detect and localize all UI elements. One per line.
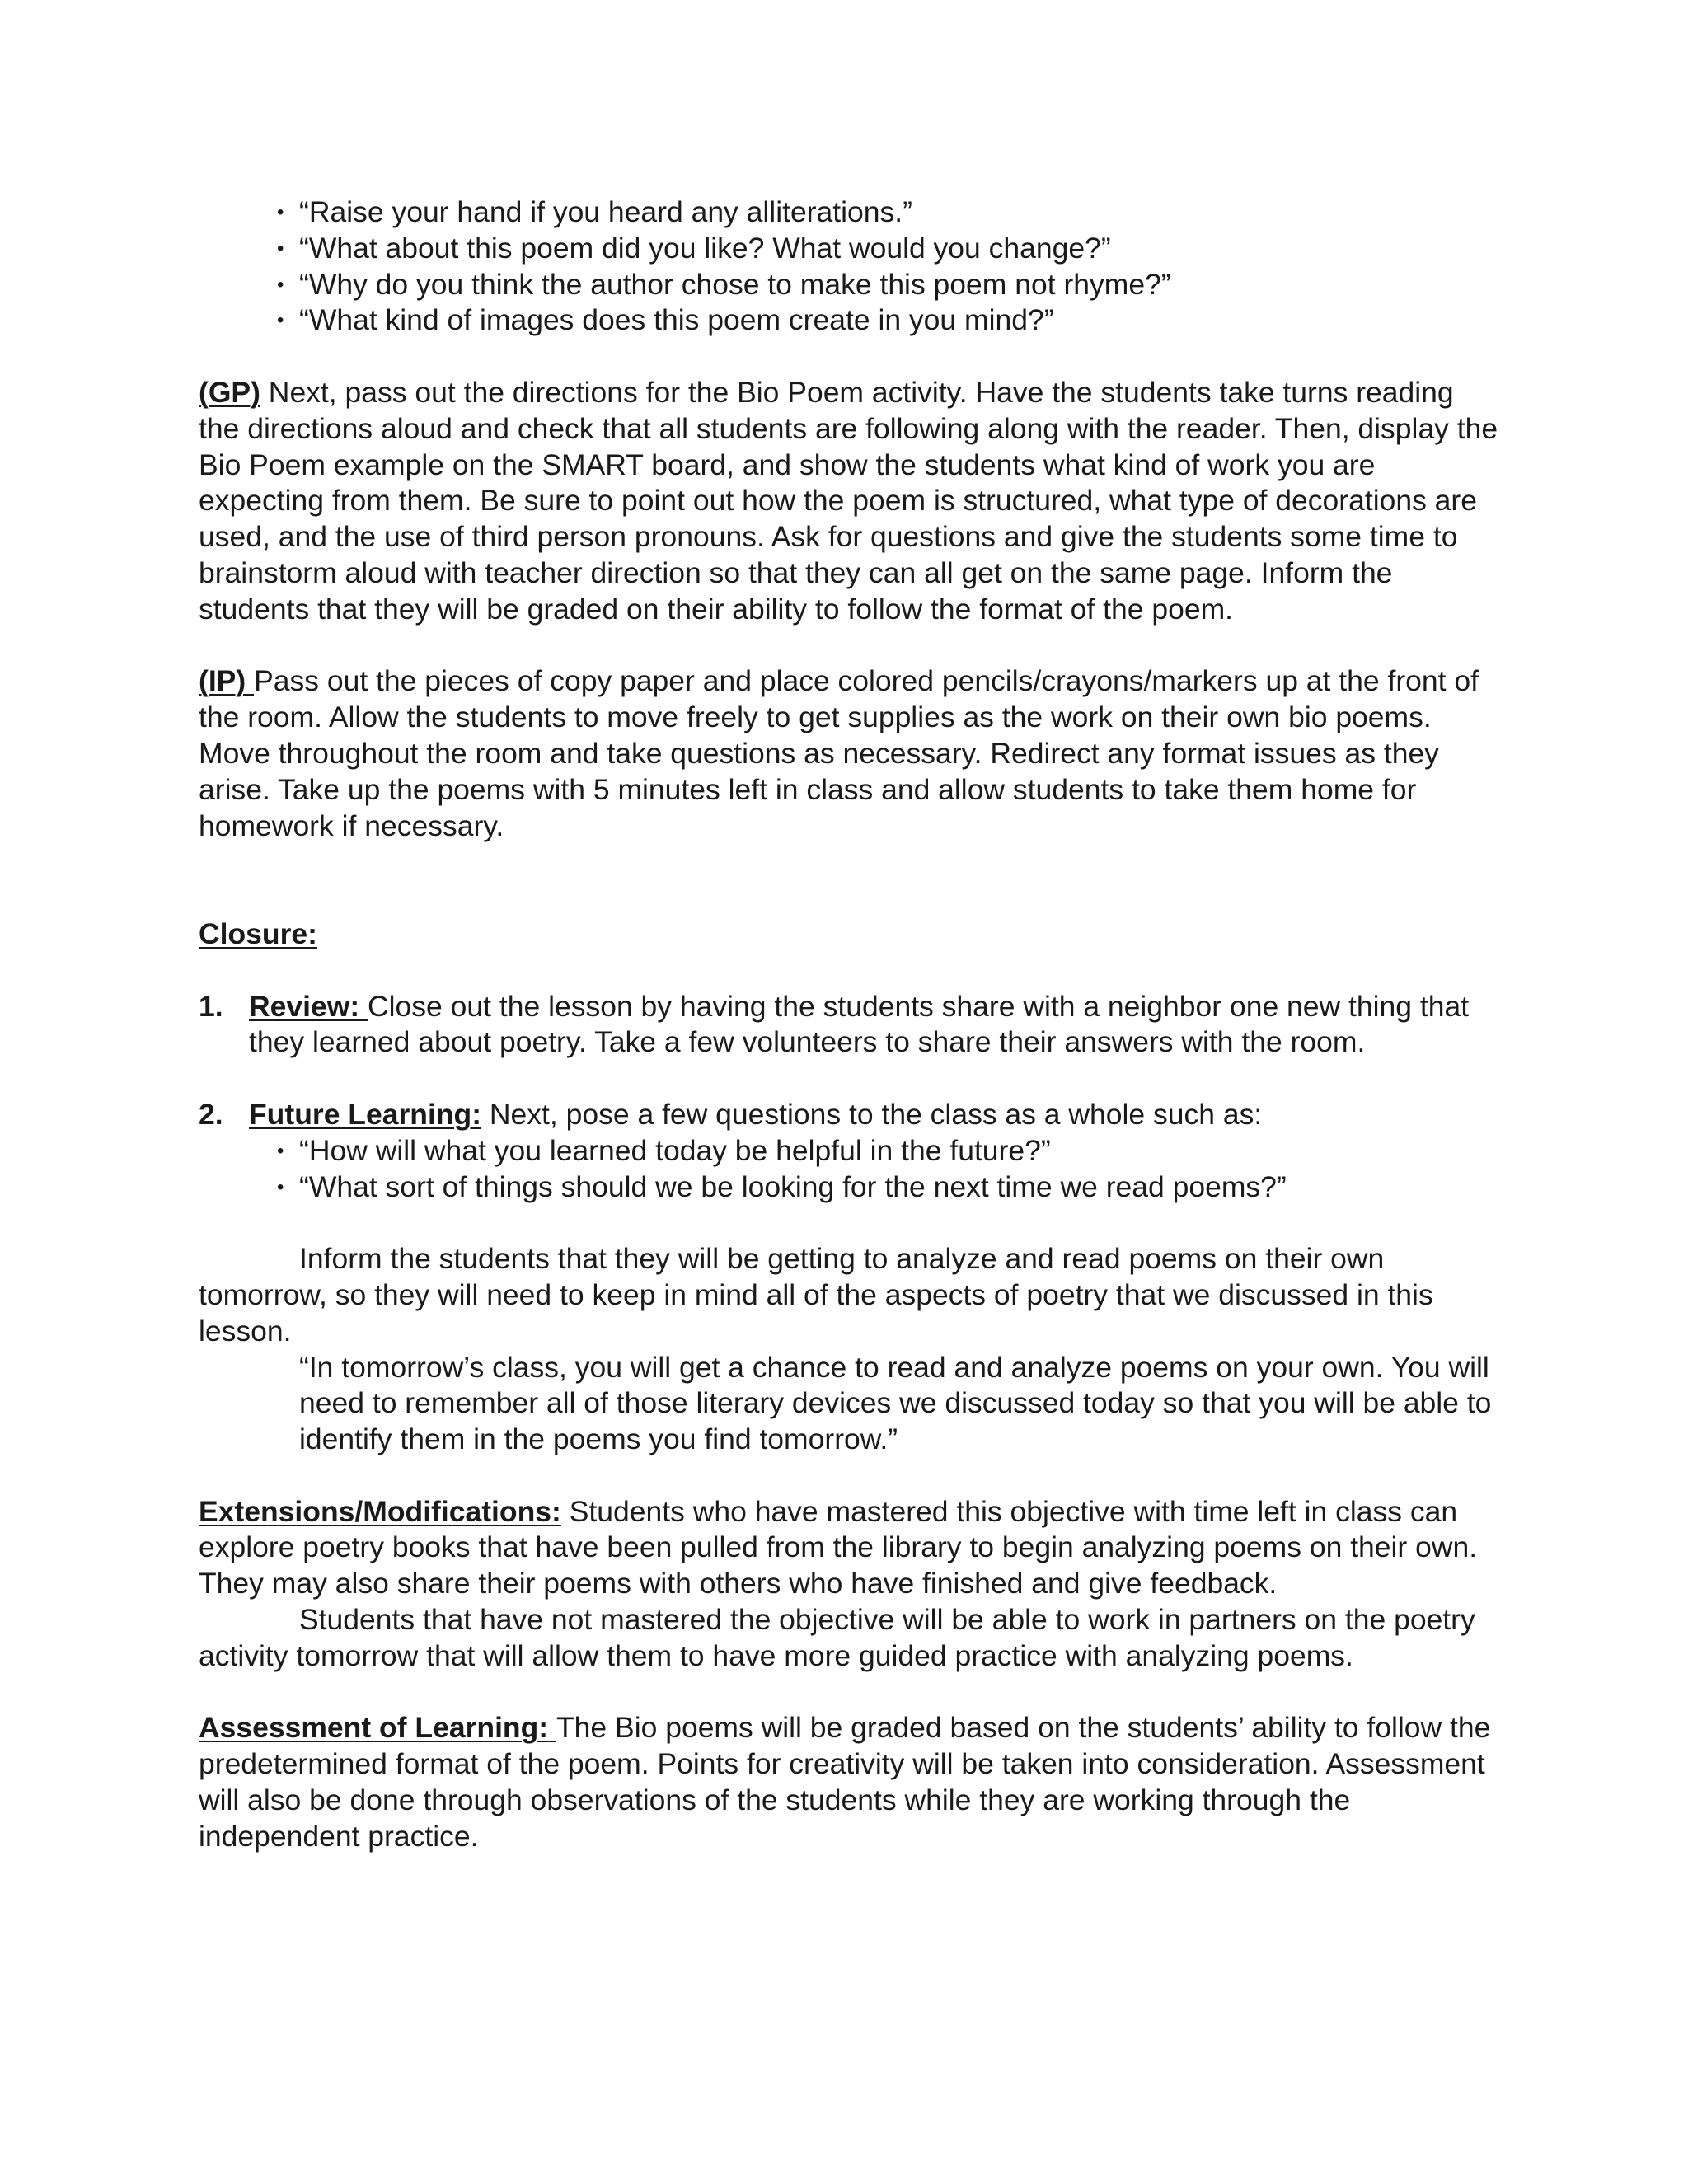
review-label: Review: (249, 989, 368, 1023)
bullet-icon: • (277, 1175, 284, 1198)
bullet-icon: • (277, 237, 284, 260)
bullet-icon: • (277, 273, 284, 296)
guided-practice-paragraph: (GP) Next, pass out the directions for the Bio Poem activity. Have the students take turns reading the directions aloud and check that all students are following along with the reader. Then, display the Bio Poem example on the SMART board, and show the students what kind of work you are expecting from them. Be sure to point out how the poem is structured, what type of decorations are used, and the use of third person pronouns. Ask for questions and give the students some time to brainstorm aloud with teacher direction so that they can all get on the same page. Inform the students that they will be graded on their ability to follow the format of the poem. (199, 375, 1498, 626)
list-item: • “What about this poem did you like? What would you change?” (299, 231, 1501, 267)
bullet-icon: • (277, 201, 284, 223)
closure-heading: Closure: (199, 916, 317, 950)
closure-list (199, 989, 1501, 1133)
independent-practice-label: (IP) (199, 664, 255, 698)
list-item: • “Why do you think the author chose to make this poem not rhyme?” (299, 267, 1501, 303)
bullet-icon: • (277, 309, 284, 332)
document-page (199, 194, 1501, 1855)
closure-item-review: 1. Review: Close out the lesson by having the students share with a neighbor one new thing that they learned about poetry. Take a few volunteers to share their answers with the room. (199, 989, 1470, 1059)
list-item: • “How will what you learned today be helpful in the future?” (299, 1133, 1501, 1169)
extensions-label: Extensions/Modifications: (199, 1494, 561, 1528)
closure-item-future-learning: 2. Future Learning: Next, pose a few questions to the class as a whole such as: (199, 1097, 1501, 1133)
list-spacer (199, 1061, 1501, 1097)
item-number: 2. (199, 1097, 223, 1131)
list-item: • “What sort of things should we be looking for the next time we read poems?” (299, 1169, 1501, 1206)
assessment-paragraph: Assessment of Learning: The Bio poems will be graded based on the students’ ability to follow the predetermined format of the poem. Points for creativity will be taken into consideration. Assessment will also be done through observations of the students while they are working through the independent practice. (199, 1711, 1491, 1853)
independent-practice-paragraph: (IP) Pass out the pieces of copy paper and place colored pencils/crayons/markers up at the front of the room. Allow the students to move freely to get supplies as the work on their own bio poems. Move throughout the room and take questions as necessary. Redirect any format issues as they arise. Take up the poems with 5 minutes left in class and allow students to take them home for homework if necessary. (199, 664, 1479, 842)
future-learning-label: Future Learning: (249, 1097, 482, 1131)
extensions-paragraph-2: Students that have not mastered the objective will be able to work in partners on the poetry activity tomorrow that will allow them to have more guided practice with analyzing poems. (199, 1603, 1475, 1672)
bullet-icon: • (277, 1139, 284, 1162)
extensions-paragraph: Extensions/Modifications: Students who have mastered this objective with time left in class can explore poetry books that have been pulled from the library to begin analyzing poems on their own. They may also share their poems with others who have finished and give feedback. (199, 1494, 1478, 1601)
teacher-quote: “In tomorrow’s class, you will get a chance to read and analyze poems on your own. You will need to remember all of those literary devices we discussed today so that you will be able to identify them in the poems you find tomorrow.” (299, 1350, 1492, 1456)
list-item: • “Raise your hand if you heard any alliterations.” (299, 194, 1501, 231)
intro-question-list (199, 194, 1501, 339)
guided-practice-label: (GP) (199, 375, 260, 409)
item-number: 1. (199, 989, 223, 1023)
future-question-list (199, 1133, 1501, 1206)
list-item: • “What kind of images does this poem create in you mind?” (299, 302, 1501, 339)
assessment-label: Assessment of Learning: (199, 1711, 556, 1745)
inform-paragraph: Inform the students that they will be getting to analyze and read poems on their own tomorrow, so they will need to keep in mind all of the aspects of poetry that we discussed in this lesson. (199, 1242, 1433, 1347)
